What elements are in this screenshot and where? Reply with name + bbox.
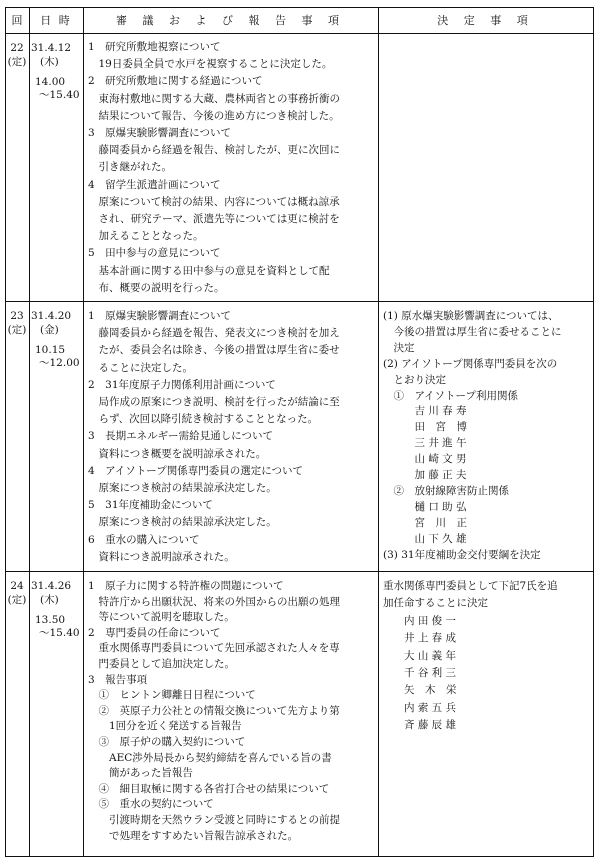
text-line: 内 田 俊 一 bbox=[383, 614, 457, 627]
meeting-weekday: (木) bbox=[40, 56, 59, 68]
text-line: 加 藤 正 夫 bbox=[383, 469, 467, 481]
text-line: とおり決定 bbox=[383, 373, 446, 386]
table-border-right bbox=[593, 7, 594, 857]
meeting-time-start: 10.15 bbox=[35, 344, 66, 356]
text-line: され、研究テーマ、派遣先等については更に検討を bbox=[88, 213, 340, 225]
header-items: 審 議 お よ び 報 告 事 項 bbox=[116, 14, 345, 27]
meeting-no: 23 bbox=[10, 310, 24, 322]
text-line: 資料につき説明諒承された。 bbox=[88, 550, 235, 563]
text-line: 藤岡委員から経過を報告、発表文につき検討を加え bbox=[88, 327, 340, 340]
text-line: 1 原子力に関する特許権の問題について bbox=[88, 580, 284, 592]
text-line: 東海村敷地に関する大蔵、農林両省との事務折衝の bbox=[88, 92, 340, 105]
meeting-time-start: 14.00 bbox=[35, 76, 66, 88]
meeting-time-end: ～12.00 bbox=[39, 357, 80, 369]
text-line: ⑤ 重水の契約について bbox=[88, 798, 214, 811]
text-line: 三 井 進 午 bbox=[383, 437, 467, 450]
text-line: 原案につき検討の結果諒承決定した。 bbox=[88, 516, 277, 529]
text-line: 原案について検討の結果、内容については概ね諒承 bbox=[88, 195, 340, 208]
text-line: 5 31年度補助金について bbox=[88, 499, 213, 512]
text-line: 引渡時期を天然ウラン受渡と同時にするとの前提 bbox=[88, 814, 340, 826]
table-border-left bbox=[5, 7, 6, 857]
text-line: 簡があった旨報告 bbox=[88, 767, 193, 780]
text-line: 資料につき概要を説明諒承された。 bbox=[88, 447, 267, 460]
text-line: 4 アイソトープ関係専門委員の選定について bbox=[88, 464, 303, 477]
text-line: ることに決定した。 bbox=[88, 361, 193, 374]
text-line: 基本計画に関する田中参与の意見を資料として配 bbox=[88, 264, 330, 277]
text-line: 3 報告事項 bbox=[88, 673, 148, 686]
meeting-no: 22 bbox=[10, 42, 24, 54]
meeting-date: 31.4.26 bbox=[31, 580, 72, 592]
text-line: 原案につき検討の結果諒承決定した。 bbox=[88, 482, 277, 494]
text-line: 2 31年度原子力関係利用計画について bbox=[88, 378, 276, 391]
text-line: (2) アイソトープ関係専門委員を次の bbox=[383, 357, 558, 370]
text-line: 引き継がれた。 bbox=[88, 161, 172, 174]
header-decisions: 決 定 事 項 bbox=[437, 14, 534, 27]
text-line: ② 英原子力公社との情報交換について先方より第 bbox=[88, 704, 340, 717]
text-line: 斉 藤 辰 雄 bbox=[383, 719, 457, 732]
text-line: 矢 木 栄 bbox=[383, 684, 457, 697]
text-line: 等について説明を聴取した。 bbox=[88, 611, 235, 624]
text-line: ③ 原子炉の購入契約について bbox=[88, 736, 246, 748]
text-line: 結果について報告、今後の進め方につき検討した。 bbox=[88, 109, 340, 122]
meeting-weekday: (木) bbox=[40, 594, 59, 606]
text-line: 2 専門委員の任命について bbox=[88, 626, 221, 639]
column-divider-items bbox=[378, 7, 379, 857]
meeting-date: 31.4.20 bbox=[31, 310, 72, 322]
meeting-weekday: (金) bbox=[40, 324, 59, 336]
text-line: 藤岡委員から経過を報告、検討したが、更に次回に bbox=[88, 144, 340, 157]
text-line: 3 長期エネルギー需給見通しについて bbox=[88, 430, 273, 443]
text-line: 山 崎 文 男 bbox=[383, 453, 467, 466]
text-line: 重水関係専門委員について先回承認された人々を専 bbox=[88, 642, 340, 655]
text-line: 重水関係専門委員として下記7氏を追 bbox=[383, 580, 558, 592]
meeting-time-start: 13.50 bbox=[35, 614, 66, 626]
text-line: 局作成の原案につき説明、検討を行ったが結論に至 bbox=[88, 396, 340, 408]
text-line: 3 原爆実験影響調査について bbox=[88, 127, 231, 139]
text-line: ① ヒントン卿離日日程について bbox=[88, 689, 256, 702]
header-divider bbox=[5, 33, 593, 34]
text-line: (1) 原水爆実験影響調査については、 bbox=[383, 310, 559, 322]
text-line: 決定 bbox=[383, 341, 415, 354]
text-line: ② 放射線障害防止関係 bbox=[383, 484, 509, 497]
meeting-type: (定) bbox=[7, 56, 27, 68]
header-no: 回 bbox=[11, 14, 23, 27]
text-line: ④ 細目取極に関する各省打合せの結果について bbox=[88, 782, 330, 795]
text-line: 5 田中参与の意見について bbox=[88, 247, 221, 260]
text-line: 布、概要の説明を行った。 bbox=[88, 281, 225, 294]
meeting-type: (定) bbox=[7, 594, 27, 606]
header-date: 日 時 bbox=[40, 14, 72, 27]
text-line: 内 索 五 兵 bbox=[383, 701, 457, 714]
text-line: 吉 川 春 寿 bbox=[383, 405, 467, 418]
text-line: 6 重水の購入について bbox=[88, 533, 200, 546]
text-line: 特許庁から出願状況、将来の外国からの出願の処理 bbox=[88, 595, 340, 608]
text-line: 門委員として追加決定した。 bbox=[88, 658, 235, 670]
text-line: 田 宮 博 bbox=[383, 421, 467, 434]
row-divider-1 bbox=[5, 301, 593, 302]
meeting-type: (定) bbox=[7, 324, 27, 336]
text-line: 千 谷 利 三 bbox=[383, 667, 457, 679]
text-line: 4 留学生派遣計画について bbox=[88, 178, 221, 191]
table-border-bottom bbox=[5, 856, 593, 857]
meeting-time-end: ～15.40 bbox=[39, 627, 80, 639]
text-line: AEC渉外局長から契約締結を喜んでいる旨の書 bbox=[88, 751, 332, 764]
text-line: たが、委員会名は除き、今後の措置は厚生省に委せ bbox=[88, 344, 340, 357]
text-line: 1 研究所敷地視察について bbox=[88, 41, 221, 53]
text-line: 今後の措置は厚生省に委せることに bbox=[383, 325, 562, 338]
text-line: らず、次回以降引続き検討することとなった。 bbox=[88, 413, 319, 426]
text-line: 山 下 久 雄 bbox=[383, 532, 467, 545]
text-line: 宮 川 正 bbox=[383, 516, 467, 529]
meeting-date: 31.4.12 bbox=[31, 42, 72, 54]
text-line: 加えることとなった。 bbox=[88, 230, 204, 243]
text-line: 加任命することに決定 bbox=[383, 597, 488, 610]
text-line: 2 研究所敷地に関する経過について bbox=[88, 75, 263, 88]
text-line: 井 上 春 成 bbox=[383, 632, 457, 645]
meeting-no: 24 bbox=[10, 580, 24, 592]
text-line: 樋 口 助 弘 bbox=[383, 500, 467, 513]
text-line: 19日委員全員で水戸を視察することに決定した。 bbox=[88, 58, 333, 71]
table-border-top bbox=[5, 7, 593, 8]
meeting-time-end: ～15.40 bbox=[39, 89, 80, 101]
text-line: ① アイソトープ利用関係 bbox=[383, 389, 519, 402]
text-line: (3) 31年度補助金交付要綱を決定 bbox=[383, 548, 541, 561]
row-divider-2 bbox=[5, 571, 593, 572]
text-line: 1 原爆実験影響調査について bbox=[88, 310, 231, 322]
text-line: で処理をすすめたい旨報告諒承された。 bbox=[88, 829, 299, 842]
text-line: 大 山 義 年 bbox=[383, 649, 457, 662]
text-line: 1回分を近く発送する旨報告 bbox=[88, 720, 242, 733]
column-divider-no bbox=[29, 7, 30, 857]
column-divider-date bbox=[83, 7, 84, 857]
